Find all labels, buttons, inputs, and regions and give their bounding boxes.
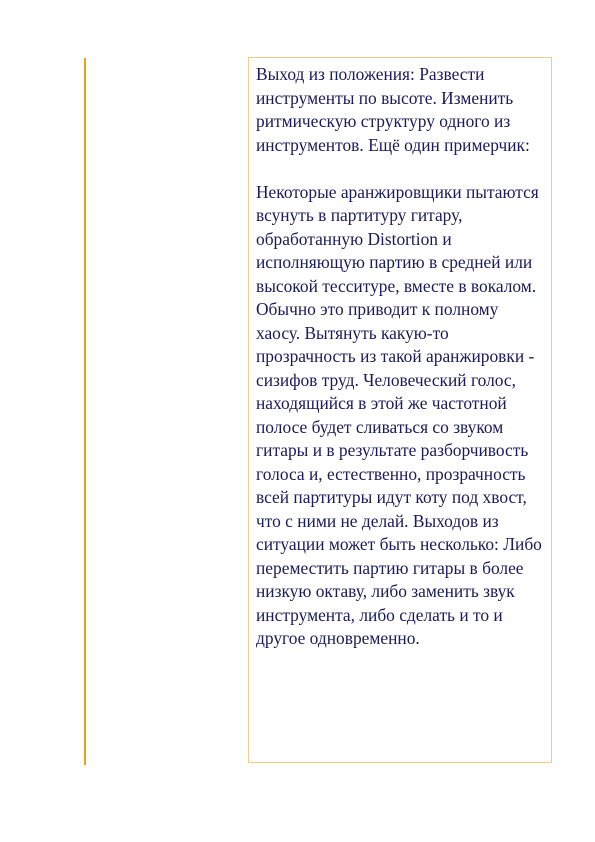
text-box <box>248 57 552 763</box>
left-margin-rule <box>84 58 86 765</box>
paragraph-example: Некоторые аранжировщики пытаются всунуть в партитуру гитару, обработанную Distortion и исполняющую партию в средней или высокой тесситуре, вместе в вокалом. Обычно это приводит к полному хаосу. Вытянуть какую-то прозрачность из такой аранжировки - сизифов труд. Человеческий голос, находящийся в этой же частотной полосе будет сливаться со звуком гитары и в результате разборчивость голоса и, естественно, прозрачность всей партитуры идут коту под хвост, что с ними не делай. Выходов из ситуации может быть несколько: Либо переместить партию гитары в более низкую октаву, либо заменить звук инструмента, либо сделать и то и другое одновременно. <box>256 181 542 648</box>
paragraph-solution: Выход из положения: Развести инструменты по высоте. Изменить ритмическую структуру одного из инструментов. Ещё один примерчик: <box>256 64 530 155</box>
